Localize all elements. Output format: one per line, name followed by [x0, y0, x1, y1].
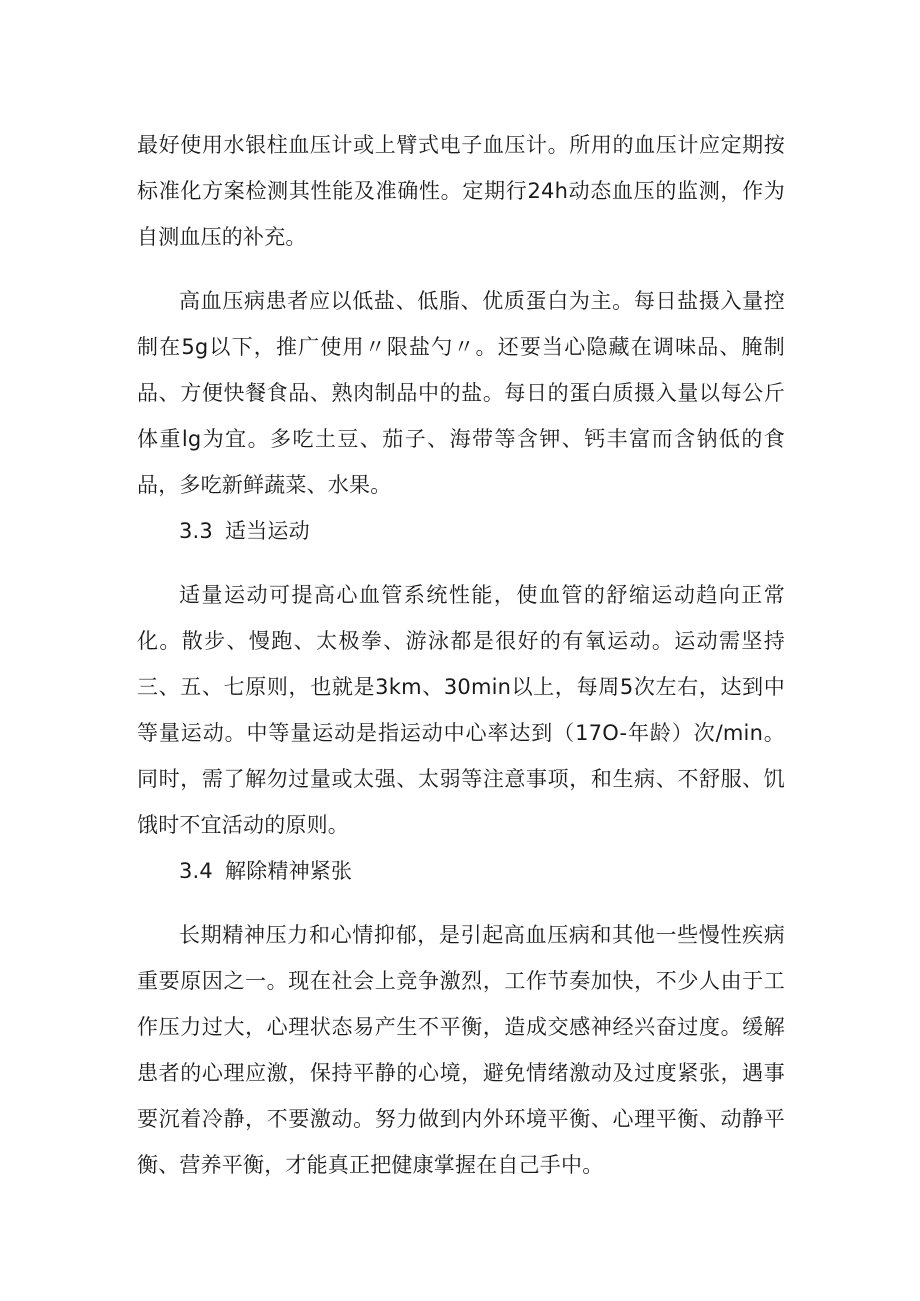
paragraph-exercise: 适量运动可提高心血管系统性能，使血管的舒缩运动趋向正常化。散步、慢跑、太极拳、游泳都是很好的有氧运动。运动需坚持三、五、七原则，也就是3km、30min以上，每周5次左右，达到中等量运动。中等量运动是指运动中心率达到（17O-年龄）次/min。同时，需了解勿过量或太强、太弱等注意事项，和生病、不舒服、饥饿时不宜活动的原则。	[137, 583, 785, 837]
section-number: 3.3	[179, 519, 213, 543]
section-title: 解除精神紧张	[225, 859, 353, 883]
section-number: 3.4	[179, 859, 213, 883]
paragraph-mental-stress: 长期精神压力和心情抑郁，是引起高血压病和其他一些慢性疾病重要原因之一。现在社会上竞争激烈，工作节奏加快，不少人由于工作压力过大，心理状态易产生不平衡，造成交感神经兴奋过度。缓解患者的心理应激，保持平静的心境，避免情绪激动及过度紧张，遇事要沉着冷静，不要激动。努力做到内外环境平衡、心理平衡、动静平衡、营养平衡，才能真正把健康掌握在自己手中。	[137, 923, 785, 1177]
section-title: 适当运动	[225, 519, 310, 543]
paragraph-diet: 高血压病患者应以低盐、低脂、优质蛋白为主。每日盐摄入量控制在5g以下，推广使用〃限盐勺〃。还要当心隐藏在调味品、腌制品、方便快餐食品、熟肉制品中的盐。每日的蛋白质摄入量以每公斤体重lg为宜。多吃土豆、茄子、海带等含钾、钙丰富而含钠低的食品，多吃新鲜蔬菜、水果。	[137, 289, 785, 497]
section-heading-3-3	[137, 508, 785, 554]
document-body	[137, 122, 785, 1188]
paragraph-blood-pressure-monitor: 最好使用水银柱血压计或上臂式电子血压计。所用的血压计应定期按标准化方案检测其性能及准确性。定期行24h动态血压的监测，作为自测血压的补充。	[137, 133, 785, 249]
section-heading-3-4	[137, 848, 785, 894]
